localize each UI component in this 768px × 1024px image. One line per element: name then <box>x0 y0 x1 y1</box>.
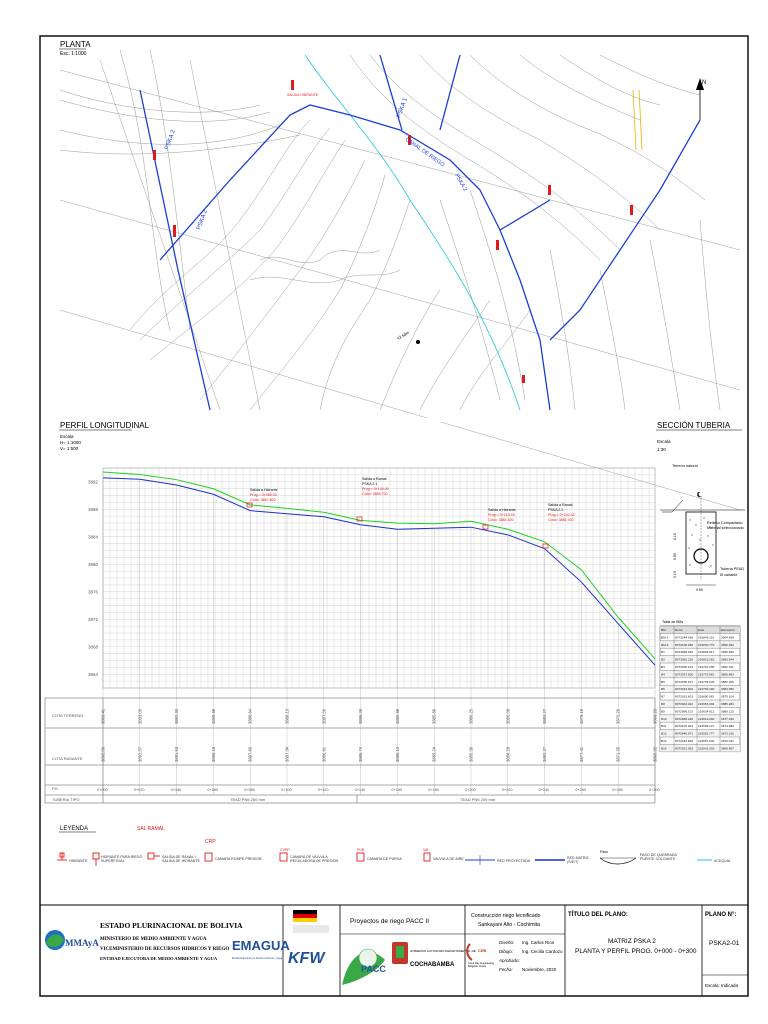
valvula-reguladora-icon <box>280 853 287 861</box>
pipe-section <box>656 421 745 752</box>
camara-purga-icon <box>357 853 364 861</box>
cell-cota-rasante: 3892.37 <box>137 746 143 762</box>
tb-estado: ESTADO PLURINACIONAL DE BOLIVIA <box>100 921 243 930</box>
bm-cell: 8073004.022 <box>675 702 694 706</box>
pipe-top-right <box>440 55 460 130</box>
tb-fecha-value: Noviembre, 2020 <box>522 967 557 972</box>
bm-cell: 3895.826 <box>721 650 734 655</box>
tb-vice: VICEMINISTERIO DE RECURSOS HIDRICOS Y RIEGO <box>100 947 230 952</box>
pipe-network <box>140 55 700 410</box>
bm-cell: 8072970.901 <box>675 724 694 729</box>
bm-header-cell: Este <box>698 628 705 632</box>
tb-fecha-label: Fecha: <box>499 967 513 972</box>
tb-construccion: Construcción riego tecnificado <box>471 913 541 919</box>
bm-cell: 8073038.627 <box>675 679 694 684</box>
callout-hidrante-1 <box>247 488 278 507</box>
section-dim1: 0.15 <box>673 533 677 540</box>
bm-cell: 8072921.053 <box>675 746 694 751</box>
bm-cell: 216845.119 <box>698 635 715 640</box>
svg-text:PSKA 2.1: PSKA 2.1 <box>362 482 378 486</box>
plan-point <box>416 340 420 344</box>
cell-cota-terreno: 3885.89 <box>431 708 437 724</box>
svg-text:Entidad Ejecutora de Medio Amb: Entidad Ejecutora de Medio Ambiente y Agua <box>232 957 283 960</box>
svg-text:Cota= 3881.920: Cota= 3881.920 <box>548 518 574 522</box>
plan-label-canal: CANAL DE RIEGO <box>403 136 446 169</box>
legend-sal-ramal: SAL RAMAL <box>137 826 165 832</box>
bm-cell: 216787.286 <box>698 665 715 669</box>
tb-entidad: ENTIDAD EJECUTORA DE MEDIO AMBIENTE Y AGUA <box>100 956 218 961</box>
svg-text:PACC: PACC <box>361 964 386 974</box>
acequia-line <box>305 55 520 410</box>
cell-pk: 0+180 <box>428 788 439 792</box>
bm-cell: 8073062.226 <box>675 657 694 662</box>
bm-cell: B8 <box>661 702 665 706</box>
section-scale: 1:30 <box>657 447 666 452</box>
section-scale-label: Escala <box>657 439 671 444</box>
bm-cell: 216634.012 <box>698 709 715 714</box>
svg-text:Prog.= 0+140.00: Prog.= 0+140.00 <box>362 487 389 491</box>
cell-cota-rasante: 3887.80 <box>247 746 253 762</box>
svg-text:MMAyA: MMAyA <box>65 938 99 948</box>
title-block <box>40 905 748 996</box>
cell-cota-rasante: 3865.32 <box>652 746 658 762</box>
svg-text:EMAGUA: EMAGUA <box>232 938 290 953</box>
bm-cell: 216557.940 <box>698 739 715 743</box>
mmaya-logo <box>45 930 99 950</box>
bm-header-cell: Elevación <box>721 628 735 632</box>
legend-paso-quebrada: PASO DE QUEBRADA PUENTE COLGANTE <box>640 853 677 862</box>
tb-proyectos: Proyectos de riego PACC II <box>350 918 429 925</box>
bm-cell: 8072980.226 <box>675 716 694 721</box>
svg-text:KFW: KFW <box>288 950 325 967</box>
bm-cell: B13 <box>661 739 667 743</box>
bm-cell: 216700.180 <box>698 687 715 692</box>
tb-plano-label: PLANO N°: <box>705 912 737 918</box>
bm-table <box>660 626 740 752</box>
bm-cell: 3896.492 <box>721 642 734 647</box>
bm-cell: 3892.311 <box>721 665 734 669</box>
legend-title: LEYENDA <box>60 826 89 832</box>
pipe-psk2-1 <box>140 90 210 410</box>
contour-lines <box>60 50 720 410</box>
svg-text:COCHABAMBA: COCHABAMBA <box>410 962 455 968</box>
profile-y-ticks <box>88 479 99 677</box>
svg-text:Salida a Ramal: Salida a Ramal <box>548 503 573 507</box>
bm-cell: 3904.459 <box>721 635 734 640</box>
cell-pk: 0+040 <box>170 788 182 792</box>
cell-pk: 0+160 <box>391 788 403 792</box>
bm-cell: B7 <box>661 694 665 699</box>
profile-view <box>45 421 660 803</box>
bm-cell: 3882.209 <box>721 679 734 684</box>
row-label-tipo: TUBERIA TIPO <box>52 797 80 802</box>
legend <box>57 826 731 870</box>
bm-cell: 216809.917 <box>698 650 715 655</box>
bm-cell: 216680.962 <box>698 694 715 699</box>
cell-cota-terreno: 3890.98 <box>210 708 216 724</box>
legend-crp: CAMARA ROMPE PRESION <box>215 857 262 861</box>
pipe-branch <box>500 200 550 230</box>
bm-cell: 3873.216 <box>721 731 734 736</box>
plan-view <box>59 40 740 510</box>
tipo-1: TEAD PN6 250 mm <box>230 797 266 802</box>
cell-cota-terreno: 3885.09 <box>505 708 511 724</box>
tb-diseno-label: Diseño: <box>499 940 515 945</box>
tb-escala: Escala: Indicada <box>705 983 739 988</box>
svg-text:Prog.= 0+080.00: Prog.= 0+080.00 <box>250 493 277 497</box>
legend-aire: VALVULA DE AIRE <box>433 857 464 861</box>
legend-purga: CAMARA DE PURGA <box>367 857 402 861</box>
bm-cell: B14 <box>661 746 667 751</box>
tb-diseno-value: Ing. Carlos Rios <box>522 940 555 945</box>
y-tick-label: 3868 <box>88 644 99 650</box>
red-proyectada-icon <box>465 855 495 865</box>
section-dim2: 0.80 <box>673 553 677 560</box>
cell-pk: 0+300 <box>649 788 660 792</box>
bm-cell: 3869.857 <box>721 746 734 751</box>
svg-text:Paso: Paso <box>600 850 608 854</box>
cell-cota-rasante: 3882.27 <box>542 746 548 762</box>
legend-hidrante: HIDRANTE <box>69 859 88 863</box>
cell-cota-terreno: 3879.19 <box>578 708 584 724</box>
bm-cell: 3879.104 <box>721 694 734 699</box>
cell-pk: 0+000 <box>97 788 108 792</box>
svg-text:N: N <box>702 80 707 86</box>
cell-cota-rasante: 3885.39 <box>468 746 474 762</box>
section-terreno: Terreno natural <box>672 464 698 468</box>
cell-pk: 0+100 <box>281 788 292 792</box>
bm-cell: 216541.003 <box>698 746 715 751</box>
tb-titulo-1: MATRIZ PSKA 2 <box>608 938 656 945</box>
tb-plano-value: PSKA2-01 <box>709 940 740 947</box>
row-label-rasante: COTA RASANTE <box>52 756 83 761</box>
cell-cota-terreno: 3886.25 <box>468 708 474 724</box>
svg-text:Prog.= 0+242.42: Prog.= 0+242.42 <box>548 513 575 517</box>
bm-cell: 8073108.066 <box>675 642 694 647</box>
bm-cell: 216775.681 <box>698 672 715 677</box>
section-relleno1: Relleno Compactado <box>707 521 743 525</box>
plan-scale: Esc. 1:1000 <box>60 51 87 57</box>
profile-scale-v: V= 1:500 <box>60 446 79 451</box>
legend-hidrante-riego: HIDRANTE PARA RIEGO SUPERFICIAL <box>101 855 143 864</box>
bm-cell: 3877.046 <box>721 716 734 721</box>
cell-cota-rasante: 3871.35 <box>615 746 621 762</box>
plan-title: PLANTA <box>60 40 91 49</box>
svg-text:Cota= 3885.700: Cota= 3885.700 <box>362 492 388 496</box>
cell-pk: 0+060 <box>207 788 219 792</box>
pipe-psk1 <box>550 120 700 340</box>
cell-cota-rasante: 3890.18 <box>210 746 216 762</box>
cell-pk: 0+200 <box>465 788 476 792</box>
bm-cell: B10 <box>661 716 667 721</box>
kfw-logo <box>288 910 329 967</box>
tb-lugar: Sankayani Alto - Cochimita <box>478 922 540 928</box>
plan-label-psk1: PSKA 1 <box>396 97 409 119</box>
pipe-top <box>380 55 402 130</box>
svg-text:Cota= 3884.520: Cota= 3884.520 <box>488 518 514 522</box>
bm-cell: 3880.115 <box>721 709 734 714</box>
y-tick-label: 3892 <box>88 479 99 485</box>
y-tick-label: 3864 <box>88 671 99 677</box>
bm-cell: 8073068.046 <box>675 650 694 655</box>
bm-cell: B2 <box>661 657 665 662</box>
bm-header-cell: Norte <box>675 628 683 632</box>
bm-cell: BM-2 <box>661 642 669 647</box>
svg-text:Salida a Ramal: Salida a Ramal <box>362 477 387 481</box>
cell-cota-terreno: 3887.56 <box>321 708 327 724</box>
bm-cell: 8073015.603 <box>675 694 694 699</box>
callout-hidrante-2 <box>483 508 516 529</box>
bm-cell: 216739.046 <box>698 679 715 684</box>
cell-cota-rasante: 3877.41 <box>578 746 584 762</box>
cell-cota-rasante: 3886.91 <box>321 746 327 762</box>
profile-title: PERFIL LONGITUDINAL <box>60 421 150 430</box>
section-title: SECCIÓN TUBERIA <box>657 421 731 430</box>
svg-text:PSKA 2.2: PSKA 2.2 <box>548 508 564 512</box>
bm-cell: 216830.779 <box>698 642 715 647</box>
valvula-aire-icon <box>424 853 430 861</box>
tb-titulo-label: TÍTULO DEL PLANO: <box>568 912 628 918</box>
profile-table <box>45 698 660 803</box>
y-tick-label: 3872 <box>88 616 99 622</box>
bm-cell: B12 <box>661 731 667 736</box>
bm-cell: 216619.090 <box>698 716 715 721</box>
y-tick-label: 3876 <box>88 589 99 595</box>
svg-text:Salida a Hidrante: Salida a Hidrante <box>488 508 516 512</box>
company-logo: CEB Cono Hay Engineering Bolgeker Group <box>467 944 498 974</box>
svg-text:GOBIERNO AUTONOMO DEPARTAMENTA: GOBIERNO AUTONOMO DEPARTAMENTAL DE <box>410 949 476 953</box>
cell-cota-rasante: 3892.56 <box>100 746 106 762</box>
profile-scale-h: H= 1:1000 <box>60 440 81 445</box>
legend-cvrp: CAMARA DE VALVULA REGULADORA DE PRESION <box>290 855 339 864</box>
cell-cota-terreno: 3886.39 <box>358 708 364 724</box>
cell-cota-rasante: 3884.28 <box>505 746 511 762</box>
camara-rompe-presion-icon <box>205 853 212 861</box>
legend-acequia: ACEQUIA <box>714 859 731 863</box>
terrain-line <box>103 472 655 659</box>
plan-point-label: 42.50m <box>396 329 411 341</box>
centerline-icon: ℄ <box>697 492 702 499</box>
section-dim3: 0.15 <box>673 571 677 578</box>
legend-red-matriz: RED MATRIZ (S/E/T) <box>567 856 589 865</box>
bm-cell: 216653.394 <box>698 702 715 706</box>
paso-quebrada-icon <box>600 850 636 864</box>
y-tick-label: 3880 <box>88 561 99 567</box>
tb-dibujo-value: Ing. Cecilia Cardozo <box>522 949 563 954</box>
bm-cell: B9 <box>661 709 665 714</box>
svg-text:Cota= 3887.600: Cota= 3887.600 <box>250 498 276 502</box>
cell-cota-rasante: 3885.74 <box>358 746 364 762</box>
cell-pk: 0+080 <box>244 788 255 792</box>
bm-cell: 3893.544 <box>721 657 734 662</box>
profile-grid <box>103 468 655 688</box>
bm-cell: 8073033.902 <box>675 687 694 692</box>
tipo-2: TEAD PN6 200 mm <box>460 797 496 802</box>
bm-header-cell: BM <box>661 628 666 632</box>
y-tick-label: 3884 <box>88 534 99 540</box>
svg-text:Prog.= 0+210.00: Prog.= 0+210.00 <box>488 513 515 517</box>
bm-cell: B4 <box>661 672 665 677</box>
legend-crp-top: CRP <box>205 839 216 845</box>
bm-cell: B11 <box>661 724 667 729</box>
plan-markers <box>153 80 633 383</box>
cell-cota-terreno: 3888.64 <box>247 708 253 724</box>
bm-cell: 8073065.013 <box>675 665 694 669</box>
bm-cell: 3883.050 <box>721 687 734 692</box>
bm-cell: BM-1 <box>661 635 669 640</box>
tb-aprobado-label: Aprobado: <box>499 958 520 963</box>
legend-small-vai: VAI <box>423 848 429 852</box>
grid-lines <box>60 60 740 510</box>
hidrante-icon <box>57 853 67 860</box>
cell-cota-terreno: 3893.41 <box>100 708 106 724</box>
cell-pk: 0+140 <box>354 788 366 792</box>
tb-dibujo-label: Dibujo: <box>499 949 514 954</box>
y-tick-label: 3888 <box>88 506 99 512</box>
plan-label-psk2-1: PSKA 2 <box>164 129 177 151</box>
pacc-logo <box>342 949 386 985</box>
callout-ramal-2 <box>543 503 575 548</box>
cell-cota-rasante: 3885.10 <box>394 746 400 762</box>
bm-cell: B3 <box>661 665 665 669</box>
cell-cota-terreno: 3885.98 <box>394 708 400 724</box>
bm-table-title: Tabla de BMs <box>662 620 684 624</box>
bm-cell: 8073037.905 <box>675 672 694 677</box>
legend-small-cvrp: CVRP <box>280 848 290 852</box>
bm-cell: 3890.863 <box>721 672 734 677</box>
cell-pk: 0+240 <box>538 788 550 792</box>
bm-cell: 216815.262 <box>698 657 715 662</box>
salida-ramal-icon <box>148 853 160 859</box>
cell-pk: 0+280 <box>612 788 623 792</box>
section-relleno2: Material seleccionado <box>707 526 744 530</box>
cochabamba-logo <box>392 942 476 968</box>
bm-cell: 3870.031 <box>721 739 734 743</box>
cell-cota-rasante: 3885.24 <box>431 746 437 762</box>
emagua-logo <box>232 938 290 960</box>
legend-salida-ramal: SALIDA DE RAMAL / SALIDA DE HIDRANTE <box>162 855 200 864</box>
cell-cota-terreno: 3892.30 <box>174 708 180 724</box>
table-cells <box>97 698 660 795</box>
bm-cell: 8072996.102 <box>675 709 694 714</box>
bm-cell: B1 <box>661 650 665 655</box>
svg-text:Salida a Hidrante: Salida a Hidrante <box>250 488 278 492</box>
tb-titulo-2: PLANTA Y PERFIL PROG. 0+000 - 0+300 <box>575 948 697 955</box>
cell-cota-terreno: 3866.23 <box>652 708 658 724</box>
section-diam: Ø variable <box>720 573 738 577</box>
legend-small-pur: PUR <box>357 848 365 852</box>
cell-pk: 0+120 <box>317 788 329 792</box>
cell-cota-terreno: 3872.29 <box>615 708 621 724</box>
north-arrow-icon <box>696 78 706 120</box>
section-tuberia: Tuberia PEAD <box>720 567 745 571</box>
cell-pk: 0+260 <box>575 788 587 792</box>
bm-cell: 3885.281 <box>721 702 734 706</box>
row-label-pk: P.K. <box>52 786 60 791</box>
cell-cota-terreno: 3893.05 <box>137 708 143 724</box>
section-dim4: 0.50 <box>696 588 703 592</box>
profile-scale-label: Escala <box>60 434 74 439</box>
cell-cota-terreno: 3883.27 <box>542 708 548 724</box>
bm-cell: 216581.777 <box>698 731 715 736</box>
plan-label-psk2-2: PSKA 2 <box>196 209 209 231</box>
cell-pk: 0+020 <box>133 788 145 792</box>
svg-text:CEB: CEB <box>478 948 487 953</box>
cell-cota-rasante: 3891.53 <box>174 746 180 762</box>
bm-cell: B5 <box>661 679 665 684</box>
cell-pk: 0+220 <box>501 788 513 792</box>
row-label-terreno: COTA TERRENO <box>52 713 84 718</box>
bm-cell: B6 <box>661 687 665 692</box>
plan-label-psk2-3: PSKA 2 <box>453 173 468 193</box>
bm-cell: 8072933.590 <box>675 739 694 743</box>
bm-cell: 3874.889 <box>721 724 734 729</box>
tb-ministerio: MINISTERIO DE MEDIO AMBIENTE Y AGUA <box>100 937 207 942</box>
callout-ramal-1 <box>357 477 389 521</box>
legend-red-proyectada: RED PROYECTADA <box>497 859 531 863</box>
cell-cota-rasante: 3887.34 <box>284 746 290 762</box>
plan-label-hidrante: SALIDA HIDRANTE <box>287 93 319 97</box>
hidrante-riego-icon <box>93 853 99 866</box>
bm-cell: 216599.127 <box>698 724 715 729</box>
bm-cell: 8072946.071 <box>675 731 694 736</box>
cell-cota-terreno: 3888.13 <box>284 708 290 724</box>
bm-cell: 8073244.589 <box>675 635 694 640</box>
